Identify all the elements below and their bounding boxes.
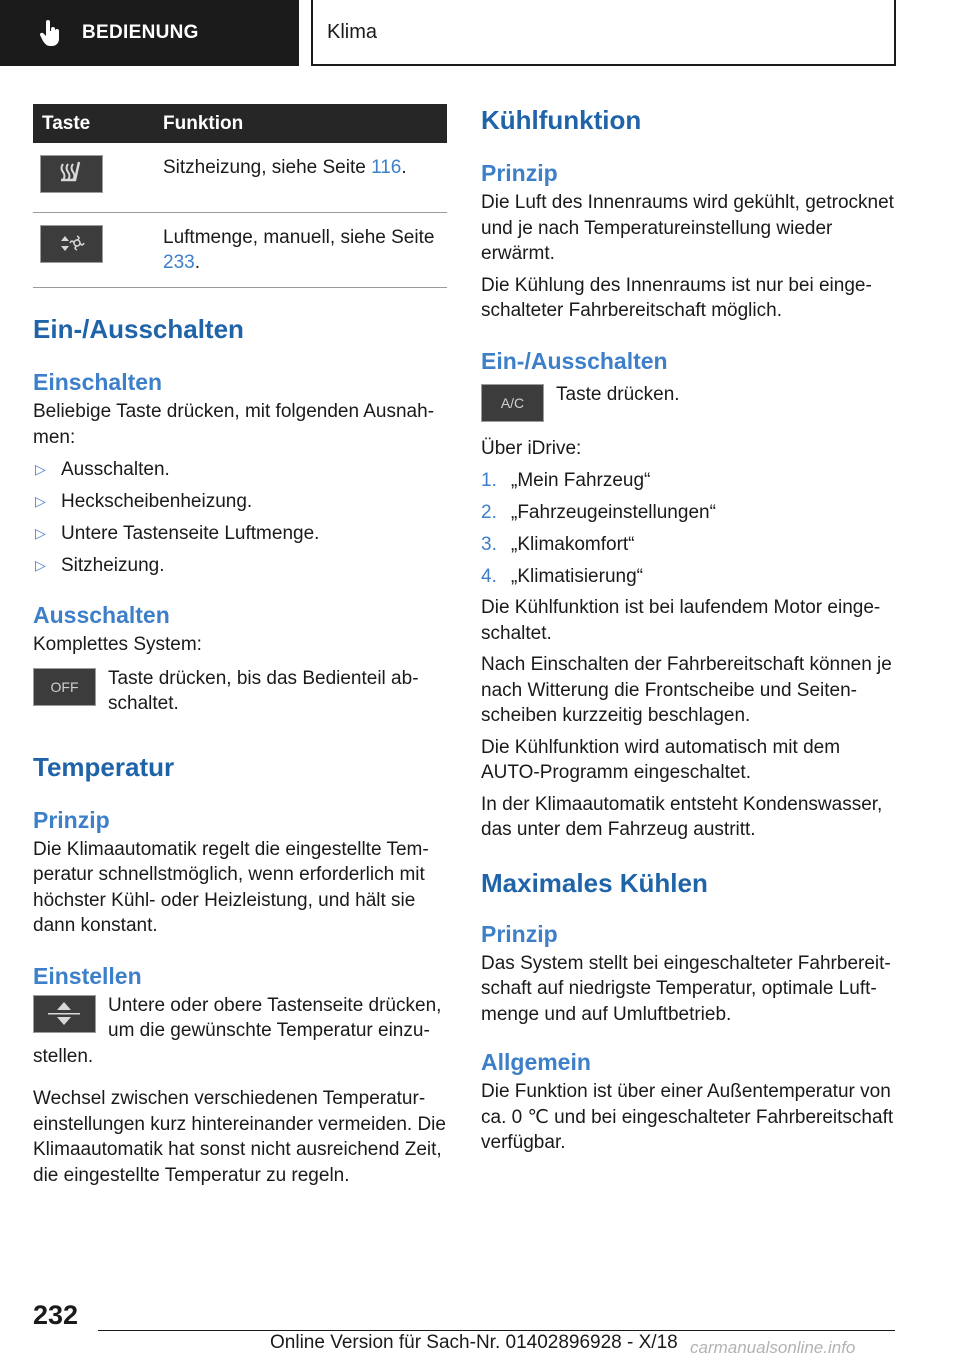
off-instruction (33, 666, 447, 717)
page-link[interactable]: 233 (163, 252, 195, 273)
paragraph: Die Kühlfunktion ist bei laufendem Motor eingeschaltet. (481, 597, 881, 644)
paragraph: Untere oder obere Tastenseite drücken, um die gewünschte Temperatur einzustellen. (33, 994, 442, 1067)
paragraph: Die Klimaautomatik regelt die eingestellte Temperatur schnellstmöglich, wenn erforderlich mit höchster Kühl- oder Heizleistung, und hält sie dann konstant. (33, 838, 429, 936)
heading-temperature: Temperatur (33, 751, 175, 782)
list-item: ▷ Sitzheizung. (35, 555, 165, 576)
watermark: carmanualsonline.info (690, 1338, 856, 1357)
page-number: 232 (33, 1300, 79, 1330)
up-down-arrows-icon (34, 996, 94, 1031)
seat-heating-icon (41, 156, 101, 191)
page-link[interactable]: 116 (371, 157, 402, 178)
heading-on: Einschalten (33, 369, 163, 395)
paragraph: In der Klimaautomatik entsteht Kondenswasser, das unter dem Fahrzeug austritt. (481, 793, 883, 840)
heading-principle: Prinzip (33, 806, 110, 833)
list-item: ▷ Heckscheibenheizung. (35, 491, 253, 512)
table-row: Luftmenge, manuell, siehe Seite 233. (33, 213, 447, 288)
heading-max-cooling: Maximales Kühlen (481, 867, 708, 898)
heading-onoff: Ein-/Ausschalten (481, 347, 668, 374)
left-column (33, 104, 447, 1188)
section-title: BEDIENUNG (82, 22, 199, 43)
row-text: Sitzheizung, siehe Seite (163, 157, 372, 178)
paragraph: Komplettes System: (33, 634, 202, 655)
footer-text: Online Version für Sach-Nr. 01402896928 - X/18 (270, 1332, 678, 1353)
row-text: Luftmenge, manuell, siehe Seite (163, 227, 435, 248)
paragraph: Beliebige Taste drücken, mit folgenden Ausnahmen: (33, 401, 435, 448)
ac-button-label: A/C (500, 394, 525, 411)
triangle-bullet-icon: ▷ (35, 525, 46, 541)
off-button (33, 668, 96, 706)
list-item: ▷ Untere Tastenseite Luftmenge. (35, 523, 320, 544)
right-column (481, 104, 895, 1156)
hand-pointer-icon (40, 20, 62, 46)
list-item: 4. „Klimatisierung“ (481, 566, 643, 587)
paragraph: Die Luft des Innenraums wird gekühlt, getrocknet und je nach Temperatureinstellung wieder erwärmt. (481, 192, 894, 264)
heading-principle: Prinzip (481, 160, 558, 186)
heading-set: Einstellen (33, 962, 142, 989)
idrive-steps (481, 468, 895, 589)
paragraph: Die Kühlfunktion wird automatisch mit dem AUTO-Programm eingeschaltet. (481, 736, 841, 783)
heading-onoff: Ein-/Ausschalten (33, 314, 244, 344)
heading-principle: Prinzip (481, 920, 558, 947)
triangle-bullet-icon: ▷ (35, 493, 46, 509)
paragraph: Taste drücken, bis das Bedienteil abschaltet. (108, 667, 419, 714)
heading-off: Ausschalten (33, 602, 170, 628)
off-button-label: OFF (50, 678, 79, 695)
footer-divider (98, 1330, 895, 1331)
seat-heating-button (40, 155, 103, 193)
list-item: 1. „Mein Fahrzeug“ (481, 470, 651, 491)
airflow-button (40, 225, 103, 263)
table-header-function: Funktion (163, 104, 447, 143)
paragraph: Taste drücken. (556, 383, 680, 405)
heading-general: Allgemein (481, 1049, 591, 1075)
section-tab (0, 0, 299, 66)
triangle-bullet-icon: ▷ (35, 557, 46, 573)
table-row: Sitzheizung, siehe Seite 116. (33, 143, 447, 213)
paragraph: Die Kühlung des Innenraums ist nur bei eingeschalteter Fahrbereitschaft möglich. (481, 274, 872, 321)
airflow-icon (41, 226, 101, 261)
list-item: 3. „Klimakomfort“ (481, 534, 635, 555)
paragraph: Nach Einschalten der Fahrbereitschaft können je nach Witterung die Frontscheibe und Seitenscheiben kurzzeitig beschlagen. (481, 654, 892, 726)
key-function-table (33, 104, 447, 288)
heading-cooling: Kühlfunktion (481, 105, 642, 135)
paragraph: Über iDrive: (481, 437, 582, 459)
paragraph: Wechsel zwischen verschiedenen Temperatureinstellungen kurz hintereinander vermeiden. Die Klimaautomatik hat sonst nicht ausreichend Zeit, die eingestellte Temperatur zu regeln. (33, 1088, 446, 1186)
triangle-bullet-icon: ▷ (35, 461, 46, 477)
ac-instruction (481, 382, 895, 422)
paragraph: Das System stellt bei eingeschalteter Fahrbereitschaft auf niedrigste Temperatur, optimale Luftmenge und auf Umluftbetrieb. (481, 952, 891, 1025)
temperature-rocker-button (33, 995, 96, 1033)
set-instruction (33, 993, 447, 1070)
list-item: ▷ Ausschalten. (35, 459, 170, 480)
chapter-title: Klima (311, 0, 896, 66)
paragraph: Die Funktion ist über einer Außentemperatur von ca. 0 ℃ und bei eingeschalteter Fahrbereitschaft verfügbar. (481, 1081, 894, 1153)
exception-list (33, 457, 447, 578)
list-item: 2. „Fahrzeugeinstellungen“ (481, 502, 716, 523)
table-header-key: Taste (33, 104, 163, 143)
ac-button (481, 384, 544, 422)
